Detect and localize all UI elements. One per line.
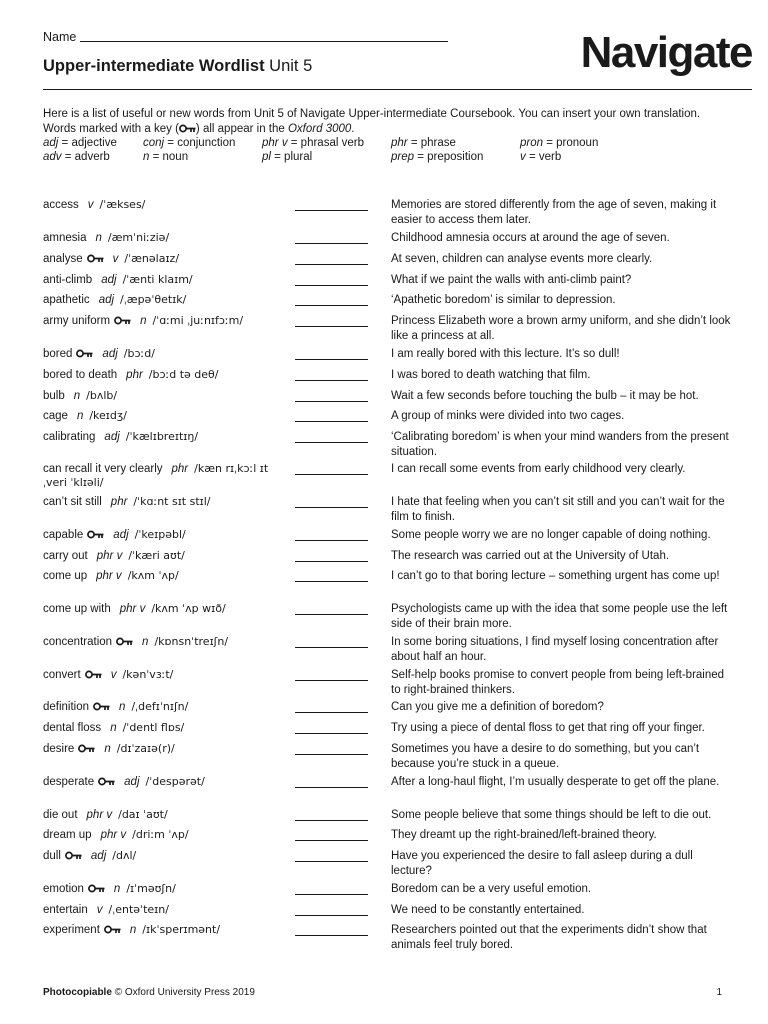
part-of-speech: phr	[110, 496, 128, 508]
abbreviation-meaning: = phrase	[407, 137, 456, 149]
example-sentence: I hate that feeling when you can’t sit still and you can’t wait for the film to finish.	[391, 496, 725, 523]
headword-cell	[43, 828, 283, 842]
part-of-speech: phr	[171, 463, 189, 475]
phonetic-transcription: /ˈkælɪbreɪtɪŋ/	[125, 430, 199, 443]
oxford-3000-key-icon	[88, 883, 105, 897]
oxford-3000-key-icon	[104, 924, 121, 938]
headword: desperate	[43, 776, 95, 788]
headword: bored	[43, 348, 73, 360]
part-of-speech: adj	[104, 431, 120, 443]
abbreviation-code: v	[520, 151, 526, 163]
phonetic-transcription: /ˈdentl flɒs/	[122, 721, 185, 734]
page-title	[43, 57, 312, 76]
abbreviation-code: adj	[43, 137, 59, 149]
translation-blank	[295, 285, 368, 286]
example-sentence: They dreamt up the right-brained/left-brained theory.	[391, 829, 657, 841]
example-sentence: In some boring situations, I find myself losing concentration after about half an hour.	[391, 636, 719, 663]
example-sentence: Have you experienced the desire to fall asleep during a dull lecture?	[391, 850, 693, 877]
part-of-speech: n	[110, 722, 117, 734]
headword-cell	[43, 635, 283, 650]
copyright-text: © Oxford University Press 2019	[114, 987, 255, 998]
headword: experiment	[43, 924, 100, 936]
intro-text-1: Here is a list of useful or new words from Unit 5 of Navigate Upper-intermediate Coursebook. You can insert your own translation. Words marked with a key (	[43, 108, 701, 135]
part-of-speech: n	[129, 924, 137, 936]
oxford-3000-key-icon	[114, 315, 131, 329]
part-of-speech: n	[140, 315, 147, 327]
abbreviation-item	[391, 151, 483, 163]
name-write-line	[80, 41, 448, 42]
part-of-speech: adj	[101, 274, 117, 286]
example-sentence: We need to be constantly entertained.	[391, 904, 585, 916]
example-sentence: Self-help books promise to convert people from being left-brained to right-brained thinkers.	[391, 669, 725, 696]
translation-blank	[295, 915, 368, 916]
headword-cell	[43, 549, 283, 563]
translation-blank	[295, 305, 368, 306]
abbreviation-code: phr v	[262, 137, 288, 149]
headword-cell	[43, 347, 283, 362]
headword: calibrating	[43, 431, 96, 443]
abbreviation-code: pl	[262, 151, 271, 163]
abbreviation-code: phr	[391, 137, 408, 149]
phonetic-transcription: /keɪdʒ/	[89, 409, 127, 422]
headword: analyse	[43, 253, 83, 265]
translation-blank	[295, 647, 368, 648]
abbreviation-code: conj	[143, 137, 165, 149]
headword: cage	[43, 410, 68, 422]
example-sentence: Some people believe that some things should be left to die out.	[391, 809, 712, 821]
translation-blank	[295, 540, 368, 541]
translation-blank	[295, 359, 368, 360]
title-bold: Upper-intermediate Wordlist	[43, 57, 265, 75]
part-of-speech: n	[119, 701, 126, 713]
abbreviation-meaning: = phrasal verb	[287, 137, 364, 149]
example-sentence: ‘Apathetic boredom’ is similar to depression.	[391, 294, 616, 306]
headword-cell	[43, 198, 283, 212]
abbreviation-meaning: = adverb	[61, 151, 110, 163]
translation-blank	[295, 680, 368, 681]
headword: carry out	[43, 550, 88, 562]
headword-cell	[43, 808, 283, 822]
translation-blank	[295, 243, 368, 244]
abbreviation-item	[262, 151, 312, 163]
translation-blank	[295, 935, 368, 936]
abbreviation-meaning: = pronoun	[543, 137, 599, 149]
translation-blank	[295, 210, 368, 211]
oxford-3000-key-icon	[65, 850, 82, 864]
abbreviation-code: n	[143, 151, 150, 163]
headword: can’t sit still	[43, 496, 102, 508]
intro-text-3: .	[351, 122, 355, 135]
part-of-speech: v	[87, 199, 94, 211]
abbreviation-item	[262, 137, 364, 149]
translation-blank	[295, 712, 368, 713]
phonetic-transcription: /ˈkæri aʊt/	[128, 549, 185, 562]
oxford-3000-key-icon	[76, 348, 93, 362]
example-sentence: I can’t go to that boring lecture – something urgent has come up!	[391, 570, 720, 582]
headword: apathetic	[43, 294, 90, 306]
headword: bulb	[43, 390, 65, 402]
headword-cell	[43, 389, 283, 403]
oxford-3000-key-icon	[93, 701, 110, 715]
phonetic-transcription: /daɪ ˈaʊt/	[118, 808, 168, 821]
part-of-speech: phr	[126, 369, 143, 381]
oxford-3000-key-icon	[87, 529, 104, 543]
headword-cell	[43, 462, 283, 490]
translation-blank	[295, 326, 368, 327]
headword-cell	[43, 430, 283, 444]
headword-cell	[43, 495, 283, 509]
part-of-speech: phr v	[86, 809, 113, 821]
example-sentence: What if we paint the walls with anti-climb paint?	[391, 274, 632, 286]
example-sentence: Boredom can be a very useful emotion.	[391, 883, 592, 895]
phonetic-transcription: /kʌm ˈʌp wɪð/	[151, 602, 226, 615]
translation-blank	[295, 561, 368, 562]
photocopiable-label: Photocopiable	[43, 987, 112, 998]
phonetic-transcription: /kʌm ˈʌp/	[127, 569, 179, 582]
oxford-3000-key-icon	[78, 743, 95, 757]
part-of-speech: n	[113, 883, 121, 895]
headword: emotion	[43, 883, 84, 895]
part-of-speech: n	[73, 390, 81, 402]
footer-copyright	[43, 987, 255, 998]
oxford-3000-key-icon	[87, 253, 104, 267]
translation-blank	[295, 264, 368, 265]
example-sentence: After a long-haul flight, I’m usually desperate to get off the plane.	[391, 776, 720, 788]
headword: die out	[43, 809, 78, 821]
phonetic-transcription: /ˈænəlaɪz/	[124, 252, 180, 265]
translation-blank	[295, 754, 368, 755]
abbreviation-item	[391, 137, 456, 149]
headword-cell	[43, 602, 283, 616]
headword-cell	[43, 231, 283, 245]
part-of-speech: adj	[113, 529, 129, 541]
phonetic-transcription: /ˌentəˈteɪn/	[108, 903, 169, 916]
headword: concentration	[43, 636, 113, 648]
headword: entertain	[43, 904, 88, 916]
part-of-speech: v	[112, 253, 119, 265]
headword-cell	[43, 273, 283, 287]
part-of-speech: phr v	[119, 603, 146, 615]
headword: dull	[43, 850, 61, 862]
phonetic-transcription: /dɪˈzaɪə(r)/	[116, 742, 175, 755]
part-of-speech: v	[96, 904, 103, 916]
translation-blank	[295, 733, 368, 734]
example-sentence: Wait a few seconds before touching the bulb – it may be hot.	[391, 390, 699, 402]
headword: convert	[43, 669, 81, 681]
abbreviation-meaning: = adjective	[58, 137, 117, 149]
oxford-3000-key-icon	[85, 669, 102, 683]
translation-blank	[295, 474, 368, 475]
headword: can recall it very clearly	[43, 463, 163, 475]
headword-cell	[43, 293, 283, 307]
headword-cell	[43, 314, 283, 329]
translation-blank	[295, 401, 368, 402]
example-sentence: Researchers pointed out that the experiments didn’t show that animals feel truly bored.	[391, 924, 707, 951]
headword-cell	[43, 409, 283, 423]
example-sentence: I am really bored with this lecture. It’s so dull!	[391, 348, 620, 360]
headword: anti-climb	[43, 274, 93, 286]
translation-blank	[295, 442, 368, 443]
example-sentence: Childhood amnesia occurs at around the age of seven.	[391, 232, 670, 244]
phonetic-transcription: /ɪˈməʊʃn/	[126, 882, 176, 895]
phonetic-transcription: /kənˈvɜːt/	[122, 668, 174, 681]
page-number: 1	[716, 987, 722, 998]
title-unit: Unit 5	[269, 57, 313, 75]
abbreviation-meaning: = preposition	[414, 151, 484, 163]
phonetic-transcription: /bɔːd/	[123, 347, 155, 360]
part-of-speech: adj	[124, 776, 140, 788]
translation-blank	[295, 840, 368, 841]
intro-oxford-3000: Oxford 3000	[287, 122, 352, 135]
headword-cell	[43, 528, 283, 543]
phonetic-transcription: /æmˈniːziə/	[107, 231, 170, 244]
phonetic-transcription: /ˈdespərət/	[145, 775, 205, 788]
phonetic-transcription: /bɔːd tə deθ/	[148, 368, 219, 381]
part-of-speech: phr v	[96, 570, 122, 582]
abbreviation-code: pron	[520, 137, 544, 149]
part-of-speech: v	[110, 669, 117, 681]
intro-paragraph	[43, 107, 733, 137]
example-sentence: I was bored to death watching that film.	[391, 369, 591, 381]
abbreviation-meaning: = noun	[149, 151, 189, 163]
phonetic-transcription: /ɪkˈsperɪmənt/	[142, 923, 221, 936]
abbreviation-item	[43, 151, 110, 163]
headword-cell	[43, 882, 283, 897]
example-sentence: Some people worry we are no longer capable of doing nothing.	[391, 529, 711, 541]
abbreviation-code: adv	[43, 151, 62, 163]
headword-cell	[43, 742, 283, 757]
example-sentence: ‘Calibrating boredom’ is when your mind wanders from the present situation.	[391, 431, 729, 458]
headword: army uniform	[43, 315, 111, 327]
example-sentence: Princess Elizabeth wore a brown army uniform, and she didn’t look like a princess at all.	[391, 315, 731, 342]
part-of-speech: n	[142, 636, 149, 648]
headword: desire	[43, 743, 75, 755]
headword: come up with	[43, 603, 111, 615]
phonetic-transcription: /kæn rɪˌkɔːl ɪt ˌveri ˈklɪəli/	[43, 462, 269, 489]
part-of-speech: n	[76, 410, 84, 422]
phonetic-transcription: /ˌæpəˈθetɪk/	[120, 293, 187, 306]
phonetic-transcription: /ˈkeɪpəbl/	[134, 528, 186, 541]
headword-cell	[43, 903, 283, 917]
abbreviation-meaning: = plural	[270, 151, 313, 163]
phonetic-transcription: /ˈækses/	[99, 198, 146, 211]
translation-blank	[295, 787, 368, 788]
headword: bored to death	[43, 369, 118, 381]
headword-cell	[43, 569, 283, 583]
translation-blank	[295, 421, 368, 422]
headword: access	[43, 199, 79, 211]
headword-cell	[43, 700, 283, 715]
phonetic-transcription: /bʌlb/	[86, 389, 118, 402]
headword: dream up	[43, 829, 92, 841]
abbreviation-item	[143, 137, 235, 149]
headword-cell	[43, 368, 283, 382]
abbreviation-meaning: = conjunction	[164, 137, 236, 149]
abbreviation-item	[520, 137, 598, 149]
example-sentence: Memories are stored differently from the age of seven, making it easier to access them later.	[391, 199, 717, 226]
translation-blank	[295, 861, 368, 862]
headword-cell	[43, 721, 283, 735]
example-sentence: Can you give me a definition of boredom?	[391, 701, 604, 713]
phonetic-transcription: /ˈænti klaɪm/	[122, 273, 193, 286]
part-of-speech: phr v	[100, 829, 127, 841]
example-sentence: Try using a piece of dental floss to get that ring off your finger.	[391, 722, 705, 734]
example-sentence: I can recall some events from early childhood very clearly.	[391, 463, 686, 475]
example-sentence: A group of minks were divided into two cages.	[391, 410, 625, 422]
headword: come up	[43, 570, 88, 582]
part-of-speech: adj	[98, 294, 115, 306]
example-sentence: The research was carried out at the University of Utah.	[391, 550, 670, 562]
phonetic-transcription: /ˌdefɪˈnɪʃn/	[131, 700, 189, 713]
part-of-speech: adj	[102, 348, 118, 360]
abbreviation-meaning: = verb	[525, 151, 562, 163]
part-of-speech: n	[104, 743, 111, 755]
phonetic-transcription: /ˈkɑːnt sɪt stɪl/	[133, 495, 211, 508]
name-label: Name	[43, 30, 77, 44]
part-of-speech: n	[95, 232, 102, 244]
example-sentence: Sometimes you have a desire to do something, but you can’t because you’re stuck in a queue.	[391, 743, 700, 770]
navigate-logo: Navigate	[580, 28, 752, 77]
abbreviation-item	[43, 137, 117, 149]
example-sentence: At seven, children can analyse events more clearly.	[391, 253, 653, 265]
headword: dental floss	[43, 722, 102, 734]
example-sentence: Psychologists came up with the idea that some people use the left side of their brain more.	[391, 603, 728, 630]
part-of-speech: adj	[90, 850, 107, 862]
headword-cell	[43, 775, 283, 790]
translation-blank	[295, 820, 368, 821]
translation-blank	[295, 507, 368, 508]
oxford-3000-key-icon	[98, 776, 115, 790]
translation-blank	[295, 614, 368, 615]
headword-cell	[43, 849, 283, 864]
abbreviation-code: prep	[391, 151, 415, 163]
translation-blank	[295, 581, 368, 582]
headword: amnesia	[43, 232, 87, 244]
headword: capable	[43, 529, 84, 541]
phonetic-transcription: /dʌl/	[112, 849, 137, 862]
translation-blank	[295, 380, 368, 381]
headword-cell	[43, 923, 283, 938]
intro-text-2: ) all appear in the	[195, 122, 288, 135]
abbreviation-item	[143, 151, 188, 163]
abbreviation-item	[520, 151, 561, 163]
key-icon	[179, 123, 196, 138]
phonetic-transcription: /driːm ˈʌp/	[132, 828, 189, 841]
header-divider	[43, 89, 752, 90]
phonetic-transcription: /kɒnsnˈtreɪʃn/	[154, 635, 229, 648]
oxford-3000-key-icon	[116, 636, 133, 650]
headword: definition	[43, 701, 90, 713]
part-of-speech: phr v	[96, 550, 123, 562]
translation-blank	[295, 894, 368, 895]
headword-cell	[43, 668, 283, 683]
headword-cell	[43, 252, 283, 267]
phonetic-transcription: /ˈɑːmi ˌjuːnɪfɔːm/	[152, 314, 244, 327]
